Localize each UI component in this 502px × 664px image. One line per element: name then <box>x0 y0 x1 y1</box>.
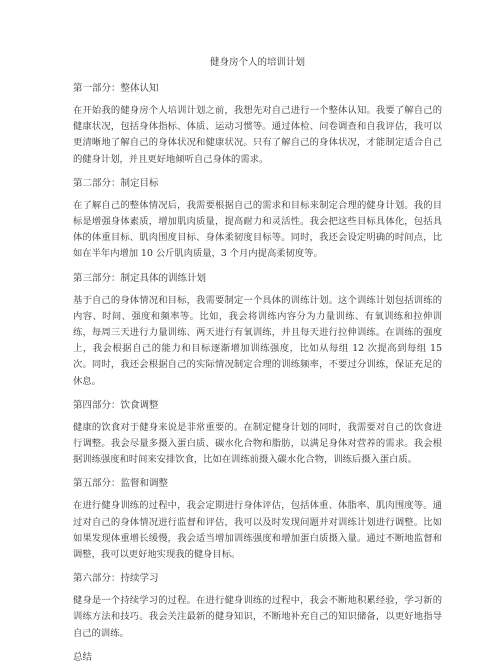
section-paragraph: 基于自己的身体情况和目标，我需要制定一个具体的训练计划。这个训练计划包括训练的内容、时间、强度和频率等。比如，我会将训练内容分为力量训练、有氧训练和拉伸训练，每周三天进行力量训练、两天进行有氧训练，并且每天进行拉伸训练。在训练的强度上，我会根据自己的能力和目标逐渐增加训练强度，比如从每组 12 次提高到每组 15 次。同时，我还会根据自己的实际情况制定合理的训练频率，不要过分训练，保证充足的休息。 <box>73 294 442 387</box>
section-4 <box>73 399 442 469</box>
section-heading: 第二部分：制定目标 <box>73 177 159 189</box>
section-6 <box>73 572 442 642</box>
section-paragraph: 在了解自己的整体情况后，我需要根据自己的需求和目标来制定合理的健身计划。我的目标是增强身体素质，增加肌肉质量，提高耐力和灵活性。我会把这些目标具体化，包括具体的体重目标、肌肉围度目标、身体柔韧度目标等。同时，我还会设定明确的时间点，比如在半年内增加 10 公斤肌肉质量，3 个月内提高柔韧度等。 <box>73 199 442 260</box>
section-heading: 第六部分：持续学习 <box>73 573 159 585</box>
section-paragraph: 在开始我的健身房个人培训计划之前，我想先对自己进行一个整体认知。我要了解自己的健康状况，包括身体指标、体质、运动习惯等。通过体检、问卷调查和自我评估，我可以更清晰地了解自己的身体状况和健康状况。只有了解自己的身体状况，才能制定适合自己的健身计划，并且更好地倾听自己身体的需求。 <box>73 105 442 165</box>
document-title: 健身房个人的培训计划 <box>209 57 305 68</box>
section-2 <box>73 177 442 263</box>
section-1 <box>73 82 442 168</box>
section-5 <box>73 477 442 563</box>
section-heading: 第三部分：制定具体的训练计划 <box>73 272 207 284</box>
section-3 <box>73 272 442 390</box>
section-paragraph: 在进行健身训练的过程中，我会定期进行身体评估，包括体重、体脂率、肌肉围度等。通过对自己的身体情况进行监督和评估，我可以及时发现问题并对训练计划进行调整。比如如果发现体重增长缓慢，我会适当增加训练强度和增加蛋白质摄入量。通过不断地监督和调整，我可以更好地实现我的健身目标。 <box>73 500 442 561</box>
summary-heading: 总结 <box>73 651 93 663</box>
section-heading: 第四部分：饮食调整 <box>73 399 159 411</box>
section-heading: 第五部分：监督和调整 <box>73 478 169 490</box>
section-paragraph: 健身是一个持续学习的过程。在进行健身训练的过程中，我会不断地积累经验，学习新的训练方法和技巧。我会关注最新的健身知识，不断地补充自己的知识储备，以更好地指导自己的训练。 <box>73 595 442 639</box>
section-paragraph: 健康的饮食对于健身来说是非常重要的。在制定健身计划的同时，我需要对自己的饮食进行调整。我会尽量多摄入蛋白质、碳水化合物和脂肪，以满足身体对营养的需求。我会根据训练强度和时间来安排饮食，比如在训练前摄入碳水化合物，训练后摄入蛋白质。 <box>73 421 442 466</box>
section-heading: 第一部分：整体认知 <box>73 83 159 94</box>
